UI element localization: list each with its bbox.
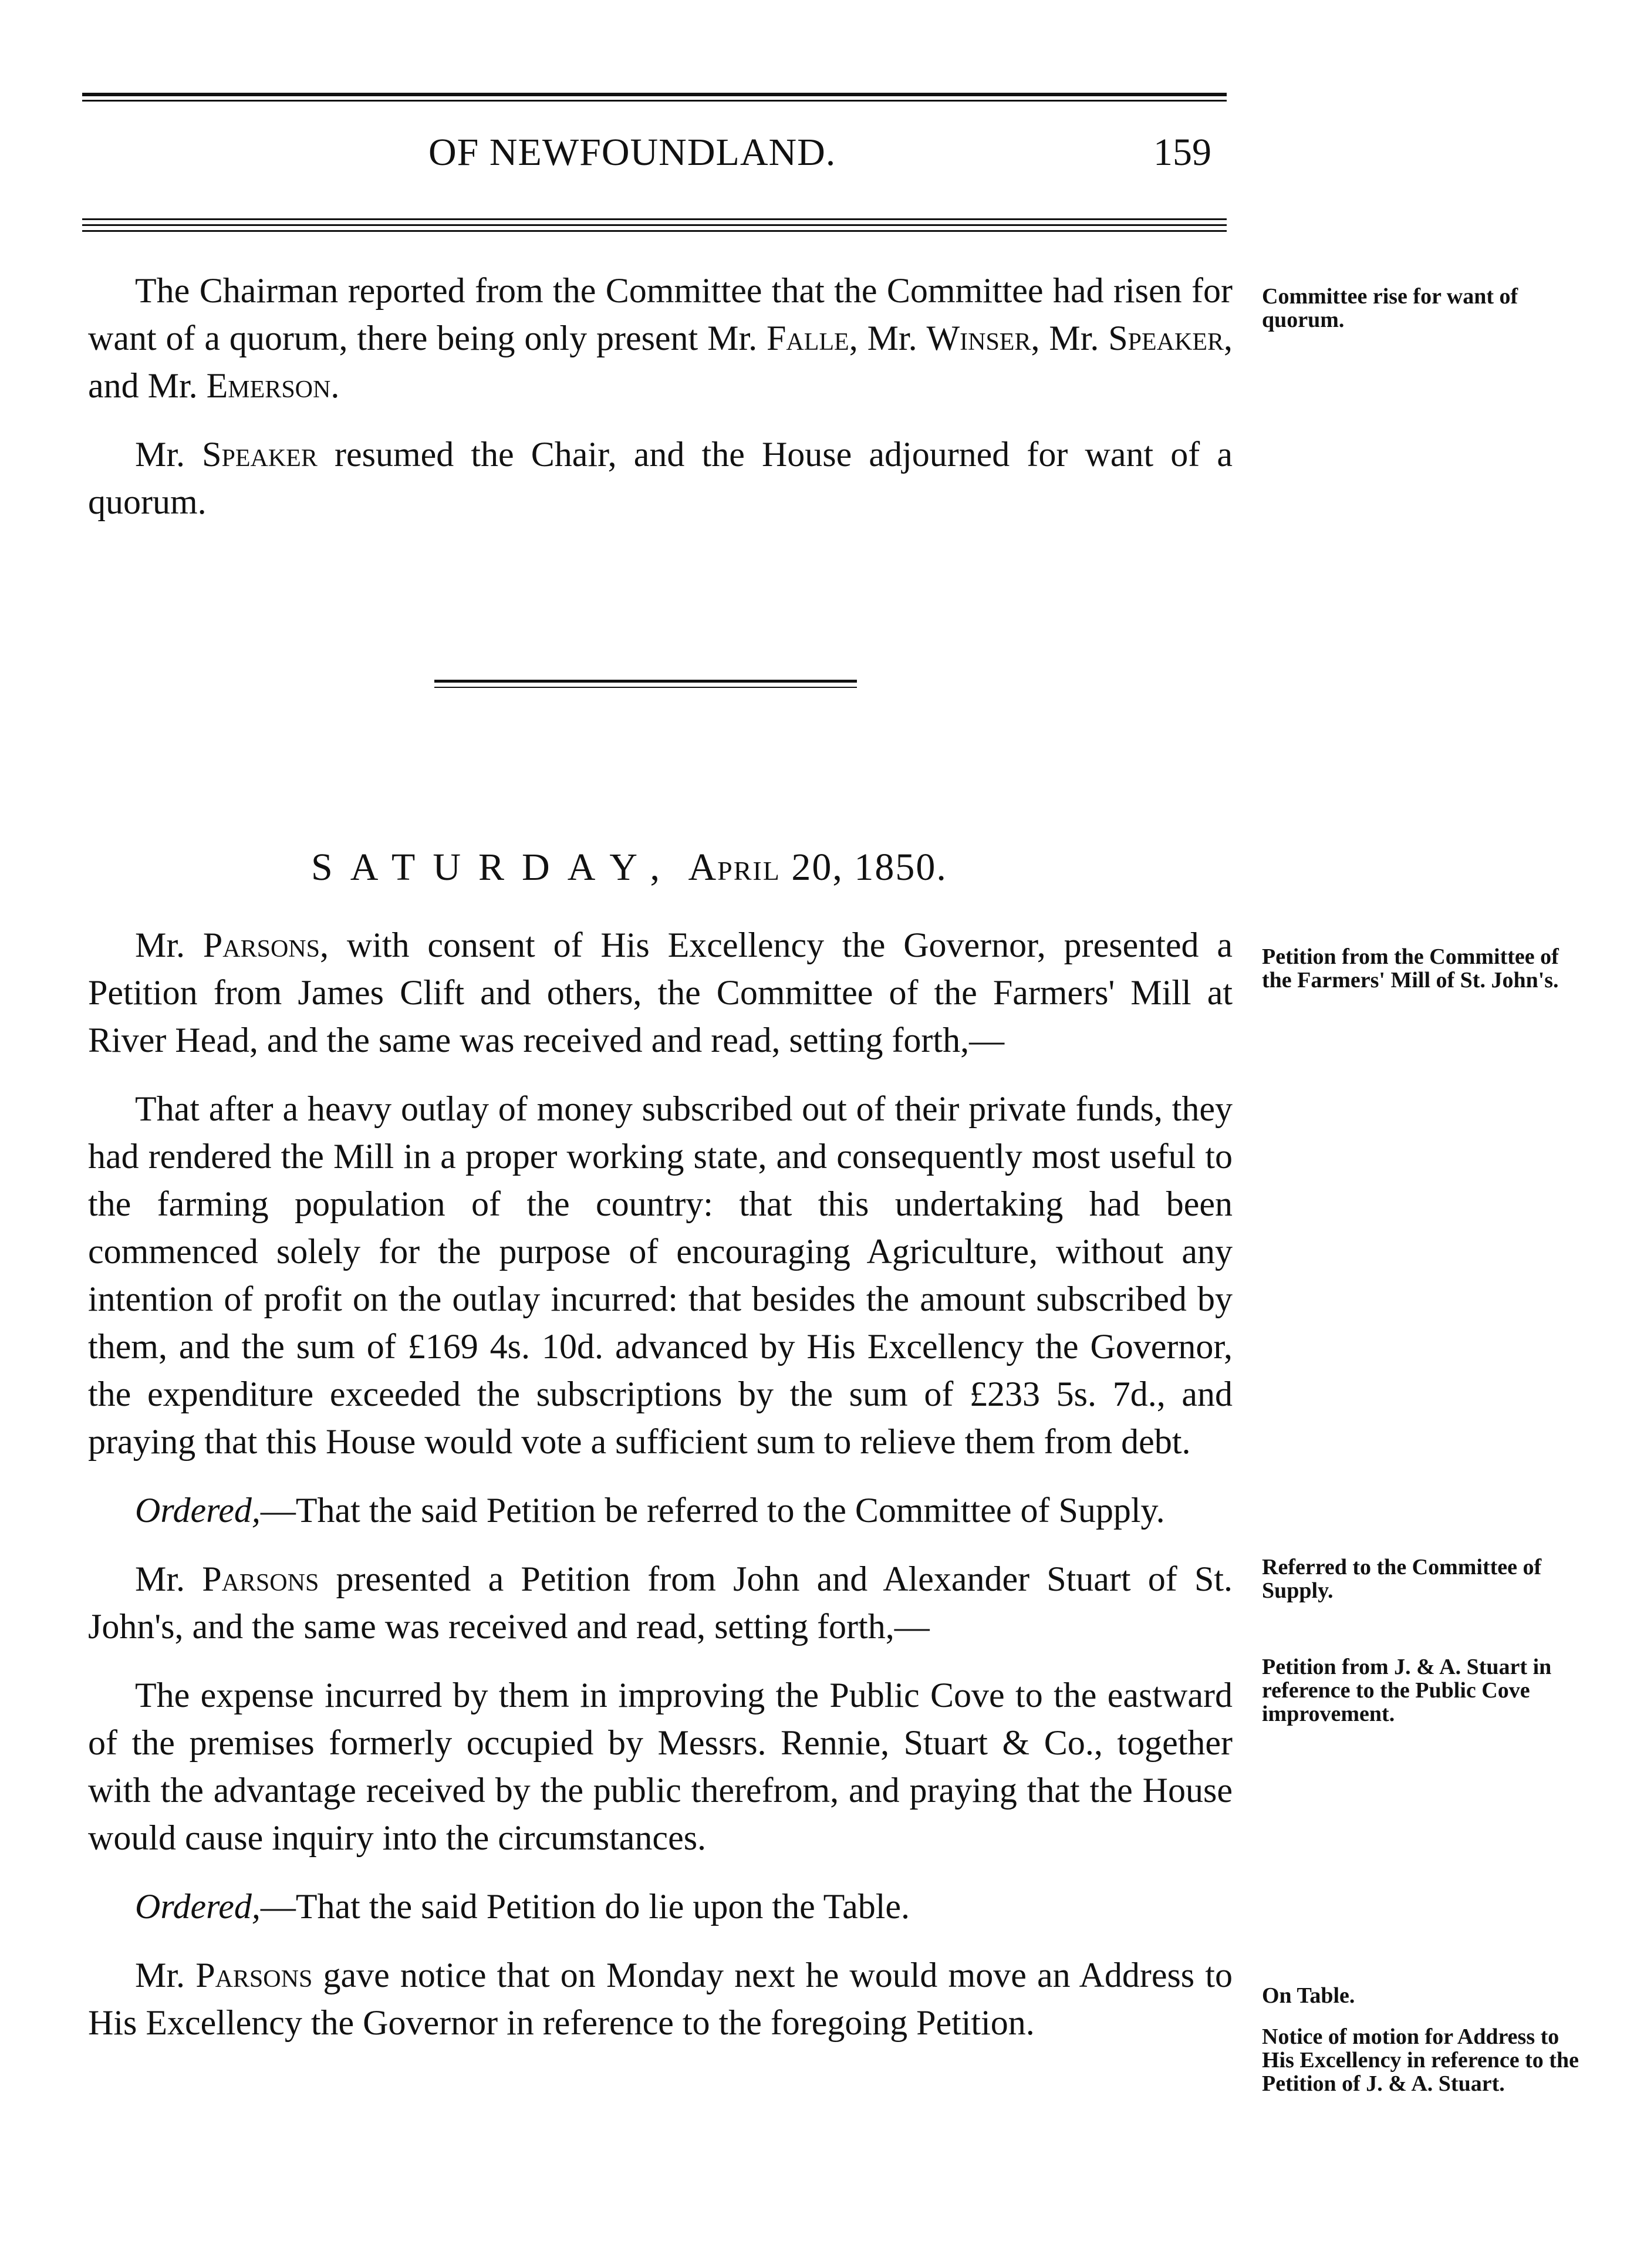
- ordered-label: Ordered,: [135, 1491, 261, 1530]
- paragraph-petition-content: That after a heavy outlay of money subscribed out of their private funds, they had rendered the Mill in a proper working state, and consequently most useful to the farming population of the country: that this undertaking had been commenced solely for the purpose of encouraging Agriculture, without any intention of profit on the outlay incurred: that besides the amount subscribed by them, and the sum of £169 4s. 10d. advanced by His Excellency the Governor, the expenditure exceeded the subscriptions by the sum of £233 5s. 7d., and praying that this House would vote a sufficient sum to relieve them from debt.: [88, 1089, 1233, 1461]
- margin-note-notice-of-motion: Notice of motion for Address to His Excellency in reference to the Petition of J. & A. Stuart.: [1262, 2024, 1579, 2096]
- member-name: Winser: [926, 319, 1031, 357]
- paragraph-speaker-resumed: Mr. Speaker resumed the Chair, and the House adjourned for want of a quorum.: [88, 435, 1233, 521]
- member-name: Falle: [767, 319, 849, 357]
- paragraph-notice-of-motion: Mr. Parsons gave notice that on Monday next he would move an Address to His Excellency the Governor in reference to the foregoing Petition.: [88, 1956, 1233, 2042]
- date: April 20, 1850.: [688, 846, 947, 889]
- margin-note-referred: Referred to the Committee of Supply.: [1262, 1555, 1542, 1603]
- paragraph-stuart-petition: Mr. Parsons presented a Petition from John and Alexander Stuart of St. John's, and the same was received and read, setting forth,—: [88, 1560, 1233, 1646]
- section-divider: [434, 680, 857, 683]
- header-top-rule: [82, 93, 1227, 96]
- member-name: Speaker: [1108, 319, 1224, 357]
- margin-note-committee-rise: Committee rise for want of quorum.: [1262, 284, 1518, 332]
- member-name: Emerson: [206, 366, 331, 405]
- margin-note-on-table: On Table.: [1262, 1983, 1355, 2008]
- day-heading: [311, 845, 947, 890]
- margin-note-farmers-mill: Petition from the Committee of the Farmers' Mill of St. John's.: [1262, 944, 1559, 993]
- section-saturday-proceedings: [88, 922, 1233, 2047]
- member-name: Speaker: [202, 435, 318, 474]
- paragraph-ordered-table: Ordered,—That the said Petition do lie upon the Table.: [135, 1887, 910, 1926]
- member-name: Parsons: [202, 926, 320, 964]
- paragraph-chairman-report: The Chairman reported from the Committee that the Committee had risen for want of a quorum, there being only present Mr. Falle, Mr. Winser, Mr. Speaker, and Mr. Emerson.: [88, 271, 1233, 405]
- member-name: Parsons: [202, 1560, 319, 1598]
- section-committee-report: [88, 267, 1233, 526]
- member-name: Parsons: [195, 1956, 313, 1994]
- section-divider-thin: [434, 687, 857, 688]
- paragraph-ordered-supply: Ordered,—That the said Petition be referred to the Committee of Supply.: [135, 1491, 1165, 1530]
- header-bottom-rule-3: [82, 230, 1227, 232]
- page-number: 159: [1153, 131, 1211, 174]
- margin-note-stuart-petition: Petition from J. & A. Stuart in reference to the Public Cove improvement.: [1262, 1655, 1552, 1726]
- paragraph-farmers-mill-petition: Mr. Parsons, with consent of His Excellency the Governor, presented a Petition from James Clift and others, the Committee of the Farmers' Mill at River Head, and the same was received and read, setting forth,—: [88, 926, 1233, 1059]
- header-top-rule-thin: [82, 100, 1227, 102]
- header-bottom-rule-2: [82, 224, 1227, 226]
- paragraph-public-cove: The expense incurred by them in improving the Public Cove to the eastward of the premises formerly occupied by Messrs. Rennie, Stuart & Co., together with the advantage received by the public therefrom, and praying that the House would cause inquiry into the circumstances.: [88, 1676, 1233, 1857]
- ordered-label: Ordered,: [135, 1887, 261, 1926]
- running-head: OF NEWFOUNDLAND.: [428, 131, 836, 174]
- header-bottom-rule: [82, 218, 1227, 220]
- day-name: SATURDAY,: [311, 846, 677, 889]
